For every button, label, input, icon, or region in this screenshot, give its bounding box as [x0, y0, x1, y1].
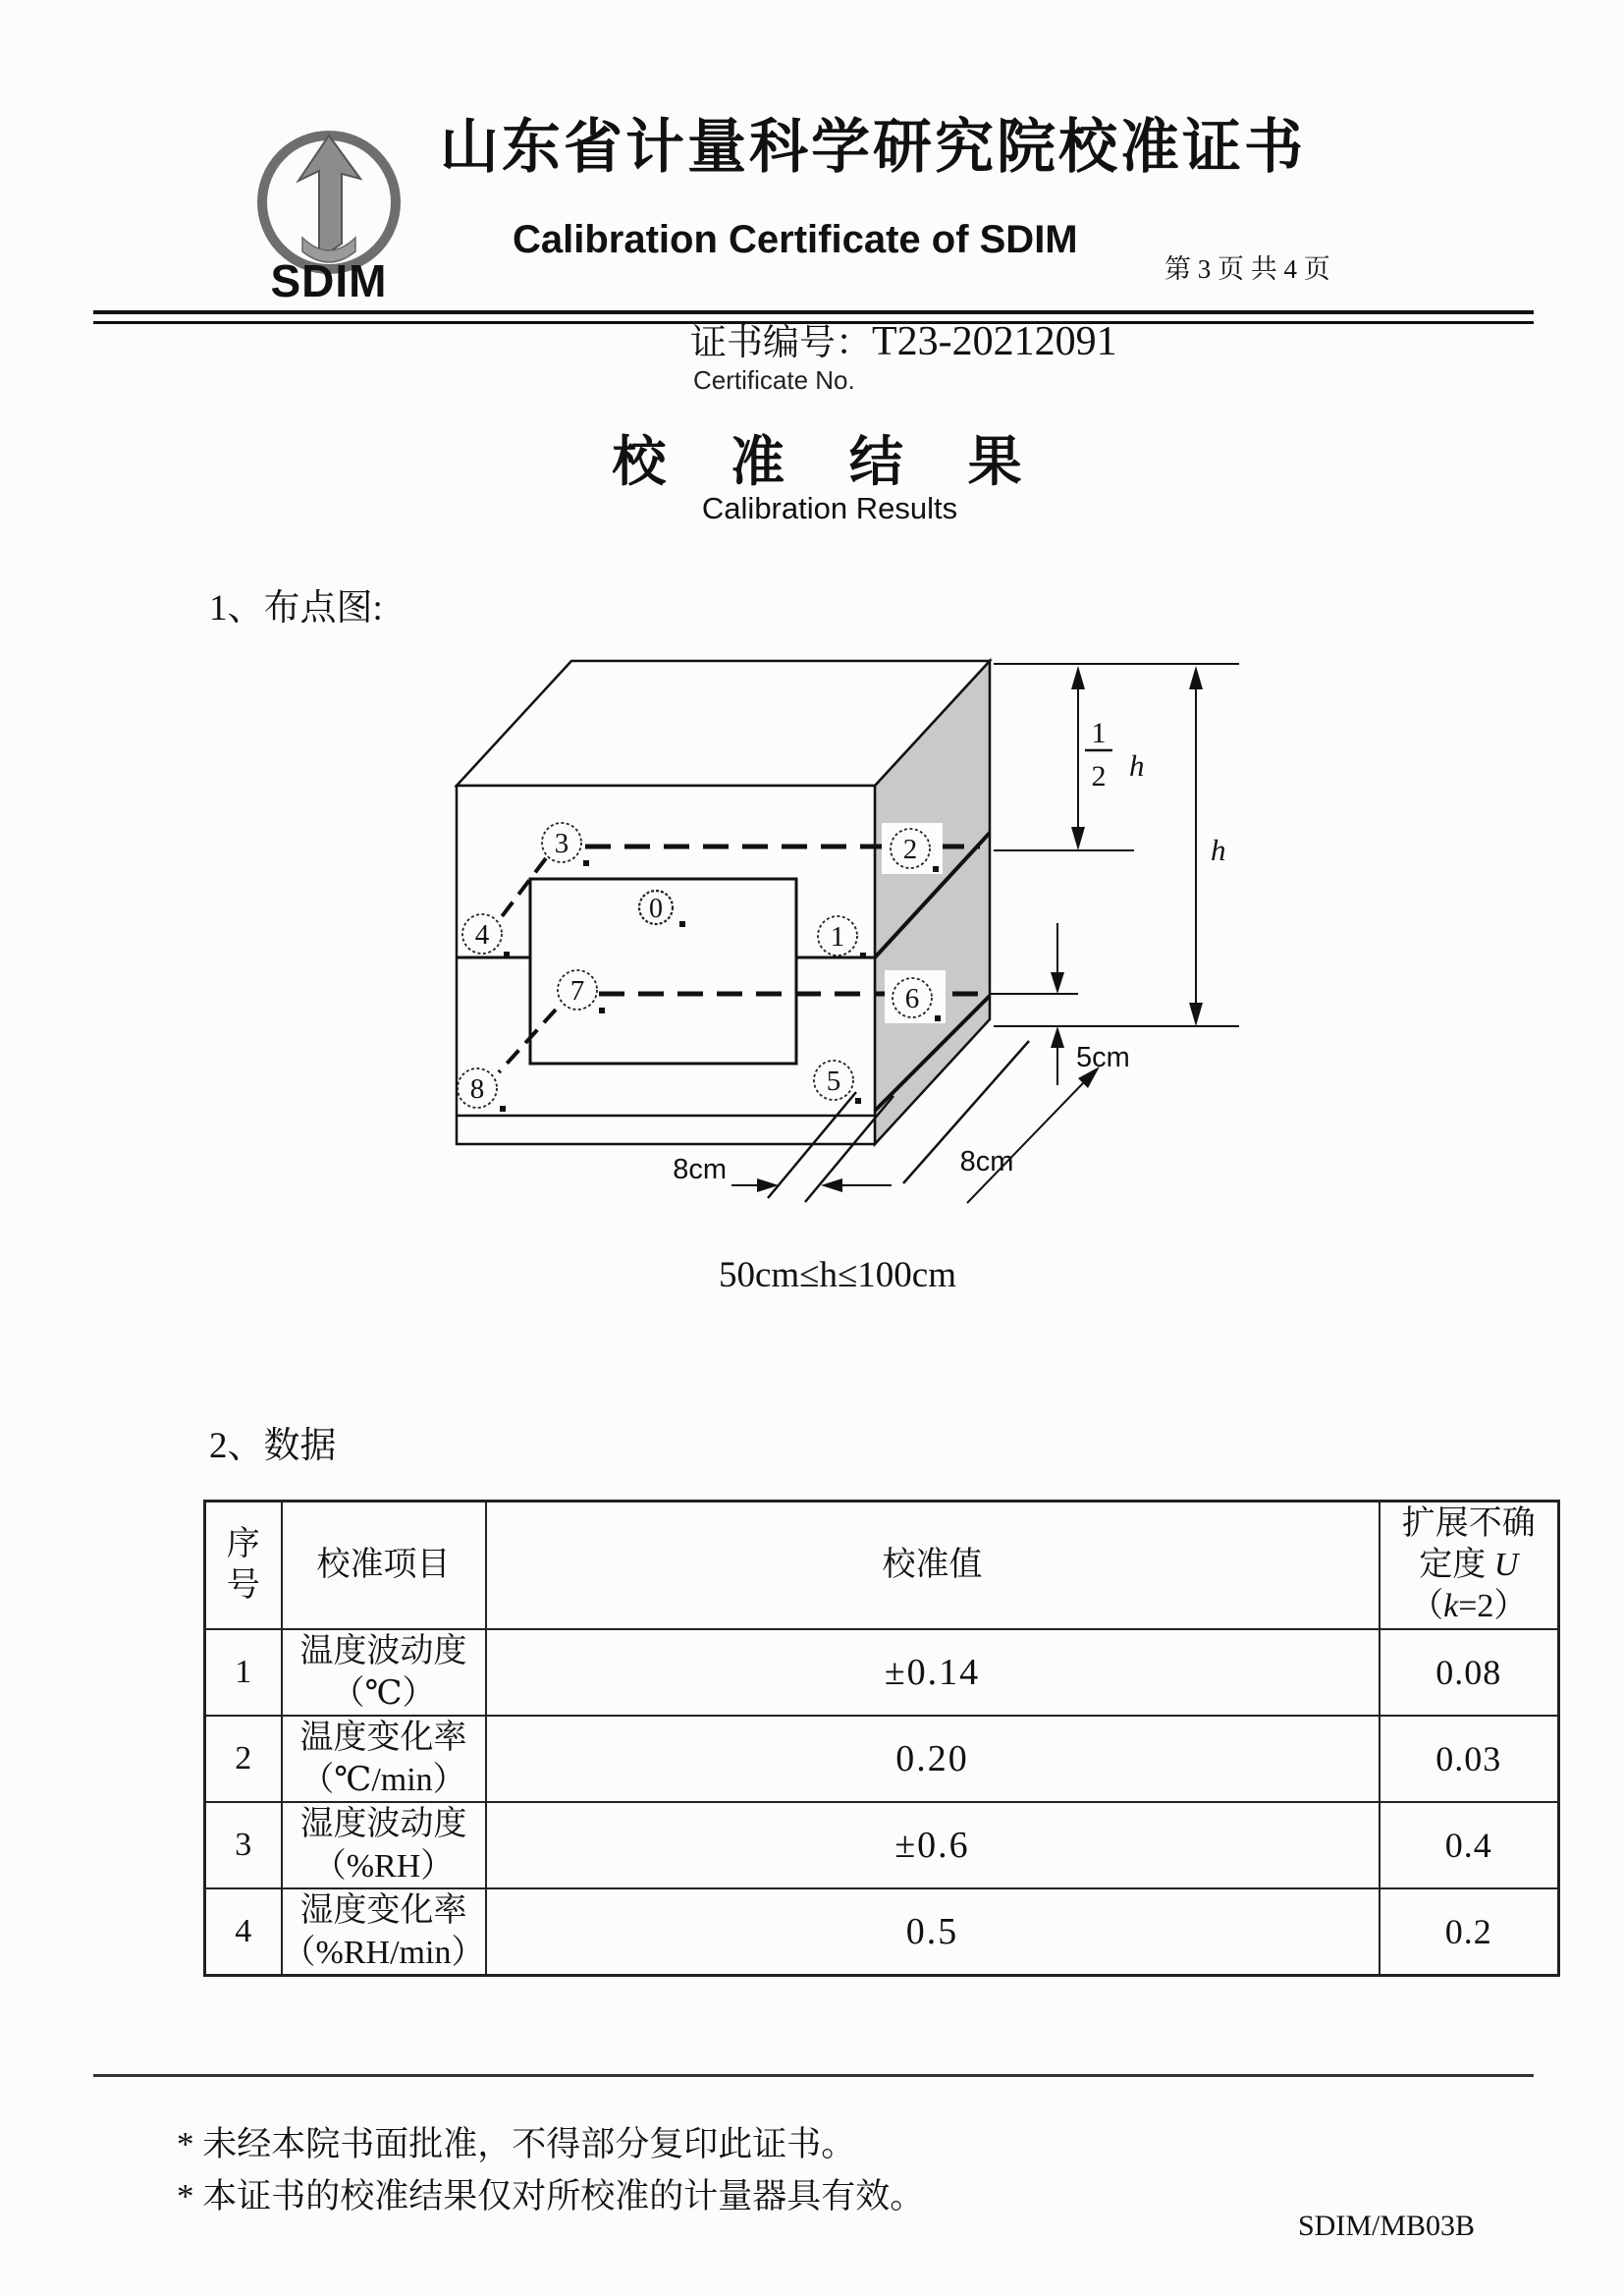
- table-row: [205, 1629, 1559, 1716]
- row-value: ±0.14: [486, 1629, 1380, 1716]
- footer-note-1: * 未经本院书面批准，不得部分复印此证书。: [177, 2125, 856, 2163]
- svg-text:5cm: 5cm: [1076, 1042, 1130, 1073]
- section-data-label: 2、数据: [209, 1426, 337, 1466]
- svg-text:4: 4: [474, 919, 490, 951]
- row-value: 0.20: [486, 1716, 1380, 1802]
- row-index: 2: [205, 1716, 282, 1802]
- dim-h: [1189, 666, 1226, 1026]
- svg-text:1: 1: [1091, 717, 1107, 749]
- table-row: [205, 1888, 1559, 1976]
- table-row: [205, 1802, 1559, 1888]
- footer-divider: [93, 2074, 1534, 2077]
- form-number: SDIM/MB03B: [1298, 2210, 1476, 2242]
- svg-text:8cm: 8cm: [673, 1154, 727, 1185]
- row-index: 3: [205, 1802, 282, 1888]
- svg-text:5: 5: [826, 1066, 841, 1097]
- footer-note-2: * 本证书的校准结果仅对所校准的计量器具有效。: [177, 2177, 925, 2215]
- svg-text:h: h: [1211, 833, 1226, 867]
- svg-text:0: 0: [649, 894, 663, 924]
- calibration-results-table: [203, 1500, 1560, 1977]
- svg-text:8cm: 8cm: [959, 1146, 1014, 1177]
- row-item: 湿度变化率 （%RH/min）: [282, 1888, 486, 1976]
- section-layout-label: 1、布点图:: [209, 588, 383, 629]
- svg-text:2: 2: [902, 834, 918, 865]
- table-header-row: [205, 1502, 1559, 1629]
- certificate-number-label-en: Certificate No.: [693, 365, 855, 395]
- page-subtitle-en: Calibration Certificate of SDIM: [513, 218, 1078, 261]
- page-title: 山东省计量科学研究院校准证书: [440, 115, 1306, 180]
- col-header-item: 校准项目: [282, 1502, 486, 1629]
- row-value: ±0.6: [486, 1802, 1380, 1888]
- row-item: 温度波动度 （℃）: [282, 1629, 486, 1716]
- svg-text:6: 6: [904, 983, 920, 1014]
- row-uncertainty: 0.4: [1380, 1802, 1559, 1888]
- dim-half-h: [1071, 666, 1145, 850]
- row-index: 1: [205, 1629, 282, 1716]
- row-uncertainty: 0.03: [1380, 1716, 1559, 1802]
- row-item: 湿度波动度 （%RH）: [282, 1802, 486, 1888]
- svg-text:8: 8: [469, 1073, 485, 1105]
- row-index: 4: [205, 1888, 282, 1976]
- svg-text:2: 2: [1091, 760, 1107, 793]
- svg-text:3: 3: [554, 828, 569, 859]
- certificate-number-value: T23-20212091: [872, 319, 1117, 364]
- height-range-note: 50cm≤h≤100cm: [718, 1255, 957, 1295]
- results-title: 校 准 结 果: [612, 432, 1048, 492]
- svg-text:h: h: [1129, 748, 1145, 783]
- svg-text:1: 1: [830, 921, 845, 953]
- table-row: [205, 1716, 1559, 1802]
- col-header-uncertainty: 扩展不确 定度 U （k=2）: [1380, 1502, 1559, 1629]
- col-header-index: 序 号: [205, 1502, 282, 1629]
- logo-text: SDIM: [270, 255, 388, 306]
- point-label-2: [882, 823, 943, 874]
- row-item: 温度变化率 （℃/min）: [282, 1716, 486, 1802]
- page-number: 第 3 页 共 4 页: [1164, 254, 1330, 284]
- placement-diagram: [422, 625, 1276, 1312]
- certificate-number-label: 证书编号：: [690, 323, 872, 363]
- row-value: 0.5: [486, 1888, 1380, 1976]
- sdim-logo-icon: [234, 120, 425, 306]
- point-label-6: [885, 970, 946, 1023]
- svg-text:7: 7: [569, 975, 585, 1007]
- col-header-value: 校准值: [486, 1502, 1380, 1629]
- results-title-en: Calibration Results: [701, 491, 958, 525]
- row-uncertainty: 0.08: [1380, 1629, 1559, 1716]
- dim-5cm: [1051, 923, 1130, 1085]
- row-uncertainty: 0.2: [1380, 1888, 1559, 1976]
- certificate-number-line: [690, 312, 1117, 365]
